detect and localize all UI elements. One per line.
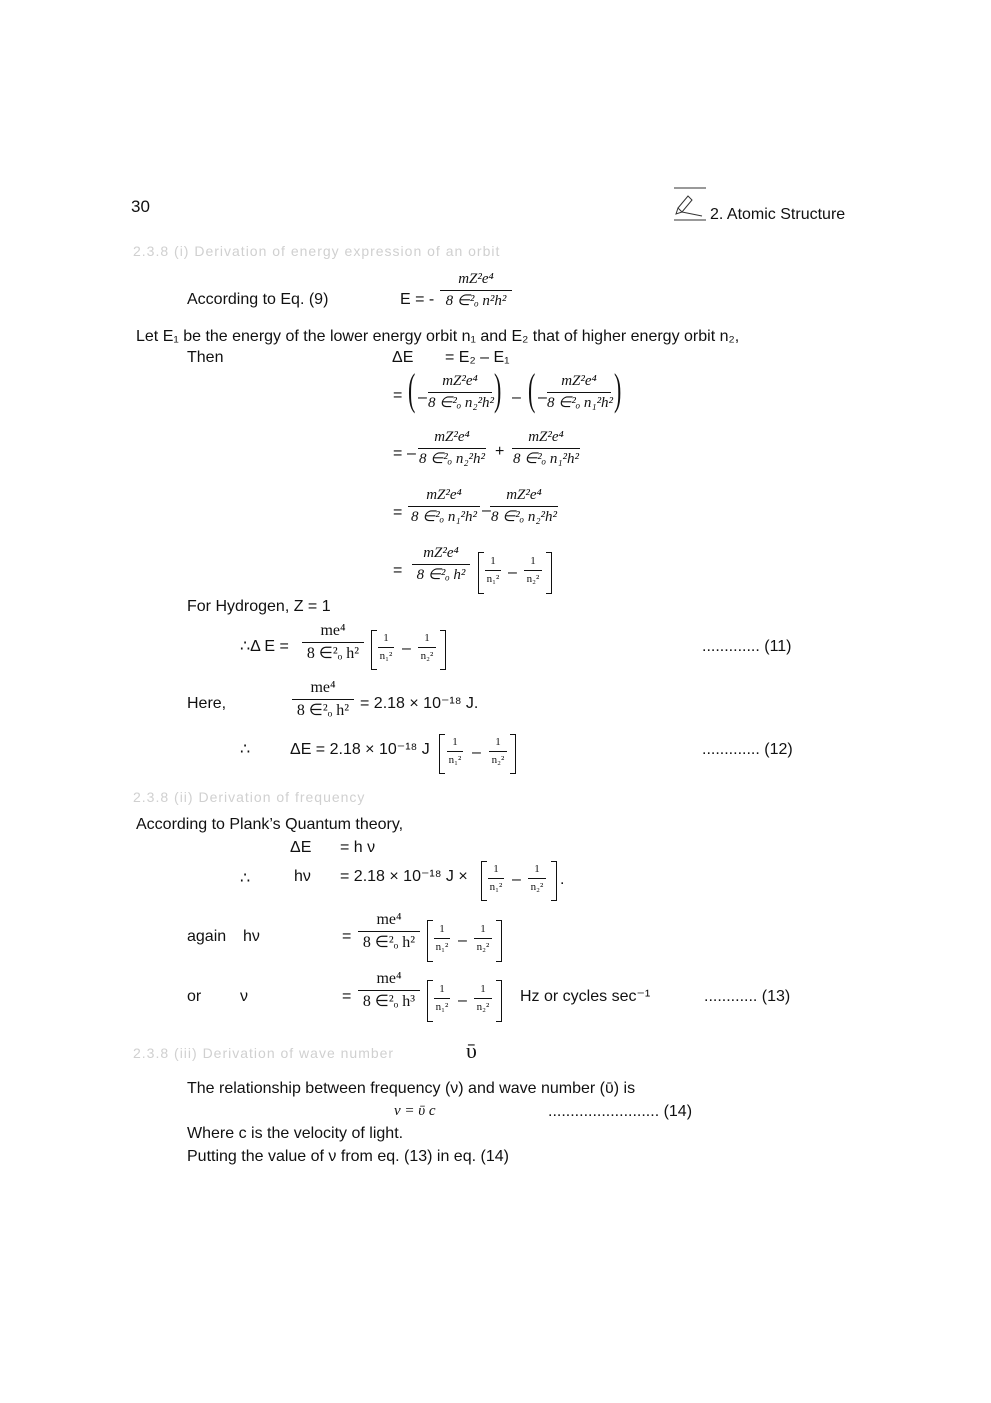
minus-sign: –	[418, 389, 427, 406]
equals-sign: =	[393, 504, 403, 521]
bracket-left	[427, 980, 433, 1022]
equation-rhs: = 2.18 × 10⁻¹⁸ J.	[360, 695, 479, 712]
equation-number: ............ (13)	[704, 988, 791, 1005]
chapter-title: 2. Atomic Structure	[710, 206, 846, 223]
fraction: mZ²e⁴ 8 ∈²ₒ n₂²h²	[490, 487, 558, 525]
section-heading: 2.3.8 (ii) Derivation of frequency	[133, 789, 366, 805]
minus-sign: –	[407, 445, 416, 462]
bracket-left	[481, 861, 487, 901]
h-nu-label: hν	[243, 928, 260, 945]
fraction: 1 n₁²	[435, 923, 449, 953]
equation-rhs: ΔE = 2.18 × 10⁻¹⁸ J	[290, 741, 430, 758]
section-heading: 2.3.8 (iii) Derivation of wave number	[133, 1045, 395, 1061]
fraction: mZ²e⁴ 8 ∈²ₒ n₂²h²	[428, 373, 495, 411]
minus-sign: –	[402, 640, 411, 657]
bracket-left	[427, 920, 433, 962]
page-number: 30	[131, 197, 150, 216]
text-line: or	[187, 988, 202, 1005]
text-line: Here,	[187, 695, 227, 712]
unit-text: Hz or cycles sec⁻¹	[520, 988, 651, 1005]
minus-sign: –	[472, 744, 481, 761]
text-line: According to Eq. (9)	[187, 291, 329, 308]
equation-rhs: = h ν	[340, 839, 376, 856]
equation-number: ......................... (14)	[548, 1103, 693, 1120]
equals-sign: =	[393, 562, 403, 579]
delta-e: ΔE	[290, 839, 312, 856]
minus-sign: –	[508, 564, 517, 581]
plus-sign: +	[495, 443, 505, 460]
paren-left: (	[408, 365, 416, 414]
therefore-sign: ∴	[240, 870, 251, 887]
fraction: mZ²e⁴ 8 ∈²ₒ n₁²h²	[408, 488, 480, 525]
fraction: me⁴ 8 ∈²ₒ h²	[292, 680, 354, 719]
text-line: Let E₁ be the energy of the lower energy orbit n₁ and E₂ that of higher energy orbit n₂,	[136, 328, 740, 345]
fraction: 1 n₂²	[489, 737, 507, 766]
equation-rhs: = E₂ – E₁	[445, 349, 510, 366]
fraction: 1 n₁²	[489, 863, 503, 893]
period: .	[560, 871, 565, 888]
therefore-sign: ∴	[240, 741, 251, 758]
fraction: mZ²e⁴ 8 ∈²ₒ h²	[412, 546, 470, 583]
equals-sign: =	[342, 988, 352, 1005]
bracket-left	[371, 630, 377, 670]
minus-sign: –	[458, 932, 467, 949]
wave-number-symbol: ῡ	[466, 1038, 477, 1063]
fraction: mZ²e⁴ 8 ∈²ₒ n₂²h²	[418, 429, 486, 467]
equation-label: E = -	[400, 291, 435, 308]
paren-right: )	[614, 365, 622, 414]
text-line: The relationship between frequency (ν) and wave number (ῡ) is	[187, 1080, 636, 1097]
paren-right: )	[494, 365, 502, 414]
text-line: For Hydrogen, Z = 1	[187, 598, 331, 615]
equation-rhs: = 2.18 × 10⁻¹⁸ J ×	[340, 868, 468, 885]
text-line: Then	[187, 349, 224, 366]
fraction: 1 n₂²	[524, 556, 542, 585]
minus-sign: –	[482, 502, 491, 519]
fraction: me⁴ 8 ∈²ₒ h³	[358, 971, 420, 1010]
bracket-right	[496, 980, 502, 1022]
bracket-left	[439, 734, 445, 774]
equation: ν = ῡ c	[394, 1103, 436, 1119]
fraction: 1 n₂²	[528, 864, 546, 893]
text-line: Where c is the velocity of light.	[187, 1125, 404, 1142]
pencil-icon	[672, 186, 708, 222]
fraction: 1 n₁²	[486, 555, 500, 585]
equals-sign: =	[393, 445, 403, 462]
bracket-right	[496, 920, 502, 962]
equals-sign: =	[342, 928, 352, 945]
paren-left: (	[528, 365, 536, 414]
minus-sign: –	[458, 992, 467, 1009]
section-heading: 2.3.8 (i) Derivation of energy expression of an orbit	[133, 243, 501, 259]
fraction: me⁴ 8 ∈²ₒ h²	[358, 912, 420, 951]
bracket-right	[510, 734, 516, 774]
equals-sign: =	[393, 387, 403, 404]
fraction: mZ²e⁴ 8 ∈²ₒ n₁²h²	[547, 373, 614, 411]
minus-sign: –	[538, 389, 547, 406]
fraction: 1 n₂²	[474, 984, 492, 1013]
nu-label: ν	[240, 988, 248, 1005]
delta-e: ΔE	[392, 349, 414, 366]
fraction: 1 n₁²	[379, 632, 393, 662]
text-line: According to Plank’s Quantum theory,	[136, 816, 404, 833]
equation-number: ............. (11)	[702, 638, 792, 655]
fraction: 1 n₂²	[474, 924, 492, 953]
fraction: 1 n₂²	[418, 633, 436, 662]
fraction: 1 n₁²	[435, 983, 449, 1013]
fraction: me⁴ 8 ∈²ₒ h²	[302, 623, 364, 662]
text-line: again	[187, 928, 227, 945]
h-nu-label: hν	[294, 868, 311, 885]
fraction: 1 n₁²	[448, 736, 462, 766]
bracket-right	[551, 861, 557, 901]
equation-number: ............. (12)	[702, 741, 793, 758]
equation-label: ∴Δ E =	[240, 638, 289, 655]
bracket-right	[546, 552, 552, 594]
bracket-left	[478, 552, 484, 594]
minus-sign: –	[512, 871, 521, 888]
fraction: mZ²e⁴ 8 ∈²ₒ n₁²h²	[512, 429, 580, 467]
fraction: mZ²e⁴ 8 ∈²ₒ n²h²	[440, 272, 512, 309]
minus-sign: –	[512, 389, 521, 406]
bracket-right	[440, 630, 446, 670]
text-line: Putting the value of ν from eq. (13) in eq. (14)	[187, 1148, 509, 1165]
